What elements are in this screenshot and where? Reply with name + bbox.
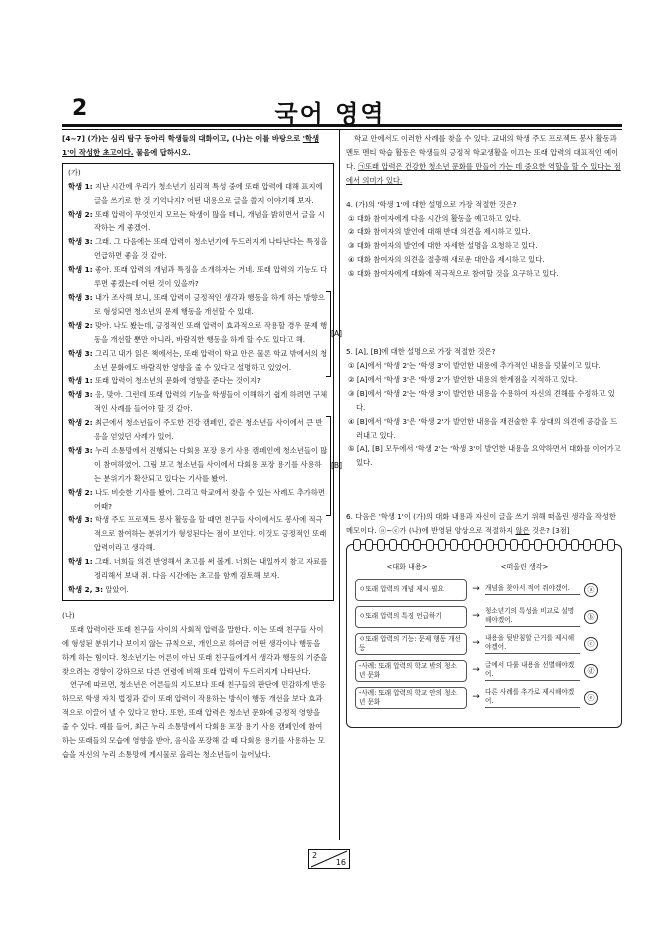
memo-dialogue-item: ㅇ또래 압력의 특징 언급하기 bbox=[355, 606, 467, 628]
memo-head-left: <대화 내용> bbox=[386, 563, 428, 572]
memo-row bbox=[355, 605, 613, 629]
essay-label: (나) bbox=[62, 610, 75, 620]
question-4-options bbox=[346, 212, 622, 282]
speaker-text: 그래. 그 다음에는 또래 압력이 청소년기에 두드러지게 나타난다는 특징을 언급하면 좋을 것 같아. bbox=[94, 237, 328, 261]
speaker-text: 최근에서 청소년들이 주도한 건강 캠페인, 같은 청소년들 사이에서 큰 반응을 얻었던 사례가 있어. bbox=[94, 418, 323, 442]
memo-head-right: <떠올린 생각> bbox=[500, 563, 549, 572]
memo-row bbox=[355, 578, 613, 602]
speaker-text: 학생 주도 프로젝트 봉사 활동을 할 때면 친구들 사이에서도 봉사에 적극적으로 참여하는 분위기가 형성된다는 점이 보인다. 이것도 긍정적인 또래 압력이라고 생각해. bbox=[94, 515, 327, 553]
intro-suffix: 물음에 답하시오. bbox=[133, 147, 191, 157]
ring-icon bbox=[462, 539, 470, 551]
dialogue-line bbox=[68, 208, 328, 236]
dialogue-line bbox=[68, 235, 328, 263]
question-5 bbox=[346, 345, 622, 470]
dialogue-line bbox=[68, 347, 328, 375]
dialogue-line bbox=[68, 291, 328, 319]
memo-dialogue-item: -사례: 또래 압력의 학교 밖의 청소년 문화 bbox=[355, 660, 467, 682]
dialogue-line bbox=[68, 486, 328, 514]
dialogue-box bbox=[62, 163, 342, 601]
memo-notebook bbox=[346, 544, 622, 728]
speaker-text: 또래 압력이 무엇인지 모르는 학생이 많을 테니, 개념을 밝히면서 글을 시작하는 게 좋겠어. bbox=[94, 209, 325, 233]
speaker-text: 그리고 내가 읽은 책에서는, 또래 압력이 학교 안은 물론 학교 밖에서의 청소년 문화에도 바람직한 영향을 줄 수 있다고 설명하고 있었어. bbox=[94, 348, 328, 372]
ring-icon bbox=[413, 539, 421, 551]
ring-icon bbox=[559, 539, 567, 551]
speaker-label: 학생 3: bbox=[68, 445, 93, 455]
q6-stem-post: 것은? [3점] bbox=[529, 526, 570, 536]
dialogue-label: (가) bbox=[68, 167, 81, 177]
speaker-label: 학생 2: bbox=[68, 418, 93, 428]
right-column bbox=[346, 132, 622, 728]
page-title: 국어 영역 bbox=[274, 100, 386, 128]
dialogue-line bbox=[68, 319, 328, 347]
speaker-label: 학생 3: bbox=[68, 390, 93, 400]
ring-icon bbox=[474, 539, 482, 551]
q6-stem-pre: 6. 다음은 '학생 1'이 (가)의 대화 내용과 자신이 글을 쓰기 위해 떠올린 생각을 작성한 메모이다. ⓐ~ⓔ가 (나)에 반영된 양상으로 적절하지 bbox=[346, 512, 616, 536]
page-total: 16 bbox=[335, 858, 346, 867]
speaker-label: 학생 3: bbox=[68, 237, 93, 247]
intro-underlined: '학생 1'이 작성한 초고이다. bbox=[62, 134, 320, 157]
ring-icon bbox=[353, 539, 361, 551]
essay-paragraph-2: 연구에 따르면, 청소년은 어른들의 지도보다 또래 친구들의 판단에 민감하게 반응하므로 학생 자치 법정과 같이 또래 압력이 작용하는 방식이 행동 개선을 보다 효과적으로 이끌어 낼 수 있다고 한다. 또한, 또래 압력은 청소년 문화에 긍정적 영향을 줄 수 있다. 예를 들어, 최근 누리 소통망에서 다회용 포장 용기 사용 캠페인에 참여하는 또래들의 모습에 영향을 받아, 음식을 포장해 갈 때 다회용 용기를 사용하는 모습을 자신의 누리 소통망에 게시물로 올리는 청소년들이 늘어났다. bbox=[62, 680, 326, 759]
essay-box bbox=[62, 607, 334, 765]
ring-icon bbox=[607, 539, 615, 551]
memo-thought-item: 다른 사례를 추가로 제시해야겠어. bbox=[485, 688, 580, 708]
ring-icon bbox=[498, 539, 506, 551]
question-5-options bbox=[346, 359, 622, 470]
dialogue-line bbox=[68, 180, 328, 208]
speaker-label: 학생 1: bbox=[68, 376, 93, 386]
notebook-rings bbox=[353, 539, 615, 549]
ring-icon bbox=[583, 539, 591, 551]
memo-header bbox=[355, 561, 613, 575]
intro-prefix: [4~7] (가)는 심리 탐구 동아리 학생들의 대화이고, (나)는 이를 바탕으로 bbox=[62, 134, 303, 143]
bracket-b-label: [B] bbox=[331, 460, 342, 470]
memo-thought-item: 내용을 뒷받침할 근거를 제시해야겠어. bbox=[485, 634, 580, 654]
ring-icon bbox=[365, 539, 373, 551]
memo-mark: ⓔ bbox=[584, 691, 598, 705]
speaker-label: 학생 1: bbox=[68, 557, 93, 567]
dialogue-line bbox=[68, 513, 328, 555]
dialogue-line bbox=[68, 263, 328, 291]
essay-paragraph-1: 또래 압력이란 또래 친구들 사이의 사회적 압력을 말한다. 이는 또래 친구들 사이에 형성된 분위기나 보이지 않는 규칙으로, 개인으로 하여금 어떤 생각이나 행동을 하게 하는 힘이다. 청소년기는 어른이 아닌 또래 친구들에게서 생각과 행동의 기준을 찾으려는 경향이 강하므로 다른 연령에 비해 또래 압력이 두드러지게 나타난다. bbox=[62, 624, 328, 676]
speaker-text: 좋아. 또래 압력의 개념과 특징을 소개하자는 거네. 또래 압력의 기능도 다루면 좋겠는데 어떤 것이 있을까? bbox=[94, 265, 328, 289]
essay-p3-underlined: ㉠또래 압력은 건강한 청소년 문화를 만들어 가는 데 중요한 역할을 할 수 있다는 점에서 의미가 있다. bbox=[346, 161, 621, 185]
memo-mark: ⓒ bbox=[584, 637, 598, 651]
memo-dialogue-item: ㅇ또래 압력의 기능: 문제 행동 개선 등 bbox=[355, 633, 467, 655]
right-arrow-icon: → bbox=[472, 691, 480, 702]
speaker-label: 학생 2: bbox=[68, 209, 93, 219]
q6-stem-underlined: 않은 bbox=[515, 526, 530, 536]
speaker-text: 그래. 너희들 의견 반영해서 초고를 써 볼게. 너희는 내일까지 참고 자료를 정리해서 보내 줘. 다음 시간에는 초고를 함께 검토해 보자. bbox=[94, 557, 328, 581]
memo-mark: ⓑ bbox=[584, 610, 598, 624]
memo-rows bbox=[355, 578, 613, 710]
question-5-option[interactable]: ③ [B]에서 '학생 2'는 '학생 3'이 발언한 내용을 수용하여 자신의 견해를 수정하고 있다. bbox=[348, 388, 615, 412]
right-arrow-icon: → bbox=[472, 583, 480, 594]
left-column bbox=[62, 132, 342, 765]
page-current: 2 bbox=[312, 851, 318, 860]
question-5-stem: 5. [A], [B]에 대한 설명으로 가장 적절한 것은? bbox=[346, 347, 496, 357]
dialogue-line bbox=[68, 416, 328, 444]
dialogue-line bbox=[68, 583, 328, 597]
header-rule-thin bbox=[62, 129, 622, 130]
speaker-text: 나도 비슷한 기사를 봤어. 그리고 학교에서 찾을 수 있는 사례도 추가하면 어때? bbox=[94, 487, 325, 511]
question-4 bbox=[346, 198, 622, 281]
memo-mark: ⓓ bbox=[584, 664, 598, 678]
memo-thought-item: 개념을 찾아서 적어 줘야겠어. bbox=[485, 584, 580, 595]
page-number: 2 bbox=[72, 96, 88, 121]
ring-icon bbox=[510, 539, 518, 551]
speaker-label: 학생 2, 3: bbox=[68, 585, 104, 594]
memo-dialogue-item: -사례: 또래 압력의 학교 안의 청소년 문화 bbox=[355, 687, 467, 709]
question-6 bbox=[346, 510, 622, 728]
memo-thought-item: 청소년기의 특성을 비교로 설명해야겠어. bbox=[485, 607, 580, 627]
right-arrow-icon: → bbox=[472, 664, 480, 675]
speaker-label: 학생 2: bbox=[68, 320, 93, 330]
memo-thought-item: 글에서 다룰 내용을 선별해야겠어. bbox=[485, 661, 580, 681]
bracket-a-label: [A] bbox=[331, 328, 342, 338]
header-rule bbox=[62, 124, 622, 127]
ring-icon bbox=[571, 539, 579, 551]
dialogue-line bbox=[68, 444, 328, 486]
speaker-text: 내가 조사해 보니, 또래 압력이 긍정적인 생각과 행동을 하게 하는 방향으로 형성되면 청소년의 문제 행동을 개선할 수 있대. bbox=[94, 292, 325, 316]
speaker-label: 학생 3: bbox=[68, 292, 93, 302]
ring-icon bbox=[401, 539, 409, 551]
right-arrow-icon: → bbox=[472, 610, 480, 621]
passage-intro bbox=[62, 132, 334, 160]
question-5-option[interactable]: ② [A]에서 '학생 3'은 '학생 2'가 발언한 내용의 한계점을 지적하고 있다. bbox=[348, 374, 578, 384]
question-4-option[interactable]: ③ 대화 참여자의 발언에 대한 자세한 설명을 요청하고 있다. bbox=[348, 241, 538, 251]
dialogue-line bbox=[68, 555, 328, 583]
ring-icon bbox=[450, 539, 458, 551]
question-4-option[interactable]: ④ 대화 참여자의 의견을 절충해 새로운 대안을 제시하고 있다. bbox=[348, 255, 545, 265]
speaker-text: 알았어. bbox=[105, 585, 129, 594]
speaker-label: 학생 1: bbox=[68, 265, 93, 275]
ring-icon bbox=[377, 539, 385, 551]
speaker-label: 학생 3: bbox=[68, 348, 93, 358]
dialogue-lines bbox=[68, 180, 342, 597]
right-arrow-icon: → bbox=[472, 637, 480, 648]
question-4-option[interactable]: ⑤ 대화 참여자에게 대화에 적극적으로 참여할 것을 요구하고 있다. bbox=[348, 269, 559, 279]
speaker-text: 응, 맞아. 그런데 또래 압력의 기능을 학생들이 이해하기 쉽게 하려면 구체적인 사례를 들어야 할 것 같아. bbox=[94, 390, 328, 414]
ring-icon bbox=[486, 539, 494, 551]
dialogue-line bbox=[68, 374, 328, 388]
memo-mark: ⓐ bbox=[584, 583, 598, 597]
speaker-text: 맞아. 나도 봤는데, 긍정적인 또래 압력이 효과적으로 작용할 경우 문제 행동을 개선할 뿐만 아니라, 바람직한 행동을 하게 할 수도 있다고 해. bbox=[94, 320, 328, 344]
speaker-text: 또래 압력이 청소년의 문화에 영향을 준다는 것이지? bbox=[94, 376, 261, 386]
question-5-option[interactable]: ① [A]에서 '학생 2'는 '학생 3'이 발언한 내용에 추가적인 내용을 덧붙이고 있다. bbox=[348, 360, 601, 370]
ring-icon bbox=[438, 539, 446, 551]
memo-row bbox=[355, 659, 613, 683]
question-4-option[interactable]: ② 대화 참여자의 발언에 대해 반대 의견을 제시하고 있다. bbox=[348, 227, 531, 237]
ring-icon bbox=[547, 539, 555, 551]
question-5-option[interactable]: ④ [B]에서 '학생 3'은 '학생 2'가 발언한 내용을 재진술한 후 상대의 의견에 공감을 드러내고 있다. bbox=[348, 416, 618, 440]
memo-row bbox=[355, 686, 613, 710]
speaker-label: 학생 3: bbox=[68, 515, 93, 525]
question-4-option[interactable]: ① 대화 참여자에게 다음 시간의 활동을 예고하고 있다. bbox=[348, 213, 522, 223]
speaker-text: 지난 시간에 우리가 청소년기 심리적 특성 중에 또래 압력에 대해 표지에 글을 쓰기로 한 것 기억나지? 어떤 내용으로 글을 쓸지 이야기해 보자. bbox=[94, 181, 323, 205]
dialogue-line bbox=[68, 388, 328, 416]
ring-icon bbox=[426, 539, 434, 551]
ring-icon bbox=[522, 539, 530, 551]
question-5-option[interactable]: ⑤ [A], [B] 모두에서 '학생 2'는 '학생 3'이 발언한 내용을 요약하면서 대화를 이어가고 있다. bbox=[348, 444, 621, 468]
speaker-text: 누리 소통망에서 진행되는 다회용 포장 용기 사용 캠페인에 청소년들이 많이 참여하였어. 그림 보고 청소년들 사이에서 다회용 포장 용기를 사용하는 분위기가 확산되고 있다는 기사를 봤어. bbox=[94, 445, 328, 483]
speaker-label: 학생 1: bbox=[68, 181, 93, 191]
memo-row bbox=[355, 632, 613, 656]
memo-dialogue-item: ㅇ또래 압력의 개념 제시 필요 bbox=[355, 579, 467, 601]
ring-icon bbox=[534, 539, 542, 551]
ring-icon bbox=[389, 539, 397, 551]
page-indicator bbox=[308, 849, 350, 869]
column-divider bbox=[339, 130, 340, 840]
question-4-stem: 4. (가)의 '학생 1'에 대한 설명으로 가장 적절한 것은? bbox=[346, 199, 517, 209]
speaker-label: 학생 2: bbox=[68, 487, 93, 497]
essay-p3-text: 학교 안에서도 이러한 사례를 찾을 수 있다. 교내의 학생 주도 프로젝트 봉사 활동과 멘토 멘티 학습 활동은 학생들의 긍정적 학교생활을 이끄는 또래 압력의 대표적인 예이다. bbox=[346, 134, 619, 171]
question-6-stem bbox=[346, 510, 622, 538]
essay-paragraph-3 bbox=[346, 132, 622, 188]
ring-icon bbox=[595, 539, 603, 551]
